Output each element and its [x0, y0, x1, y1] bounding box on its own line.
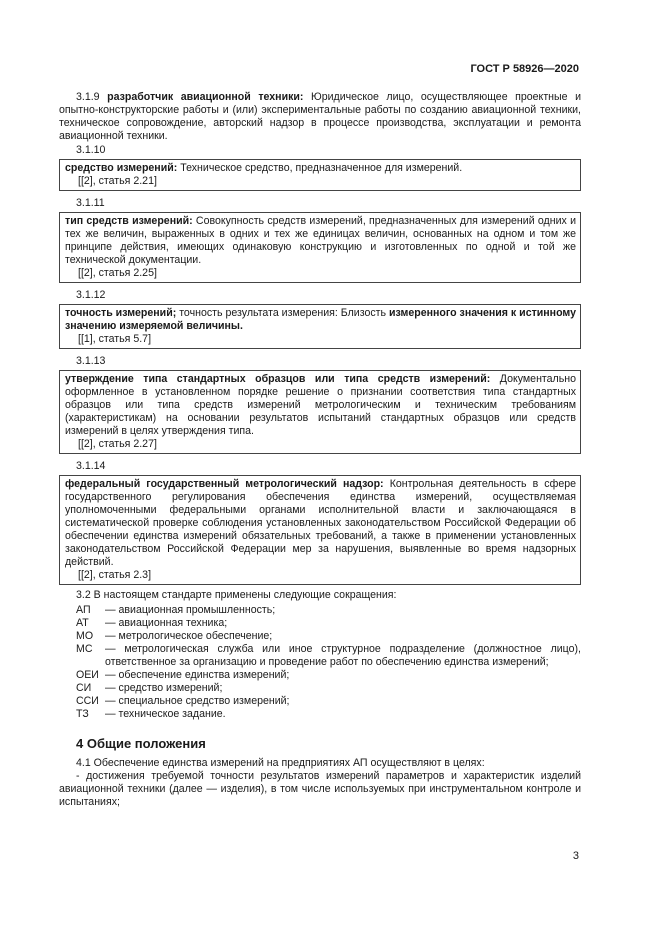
section-paragraph: 4.1 Обеспечение единства измерений на предприятиях АП осуществляют в целях: [76, 757, 485, 769]
abbreviation-value: — метрологическое обеспечение; [105, 630, 273, 642]
abbreviation-value: — авиационная промышленность; [105, 604, 276, 616]
term-3-1-9 [59, 91, 581, 143]
abbreviation-value: — метрологическая служба или иное структурное подразделение (должностное лицо), ответственное за организацию и проведение работ по обеспечению единства измерений; [105, 643, 581, 668]
term-reference: [[2], статья 2.3] [78, 569, 152, 581]
section-paragraph: - достижения требуемой точности результатов измерений параметров и характеристик изделий авиационной техники (далее — изделия), в том числе используемых при инструментальном контроле и испытаниях; [59, 770, 581, 808]
term-number: 3.1.9 [76, 91, 100, 103]
abbreviations-list [59, 604, 581, 721]
term-number: 3.1.10 [76, 144, 106, 156]
abbreviation-item [76, 682, 581, 695]
term-text: Контрольная деятельность в сфере государственного регулирования обеспечения единства измерений, осуществляемая уполномоченными федеральными органами исполнительной власти и заключающаяся в систематической проверке соблюдения установленных законодательством Российской Федерации об обеспечении единства измерений обязательных требований, а также в применении установленных законодательством Российской Федерации мер за нарушения, выявленные во время надзорных действий. [65, 478, 576, 568]
term-reference: [[1], статья 5.7] [78, 333, 152, 345]
term-text: точность результата измерения: Близость [176, 307, 389, 319]
abbreviation-key: ССИ [76, 695, 99, 707]
term-title: федеральный государственный метрологический надзор: [65, 478, 384, 490]
abbreviation-key: МС [76, 643, 93, 655]
abbreviation-key: ОЕИ [76, 669, 99, 681]
page-content [59, 91, 581, 809]
term-box-3-1-10 [59, 159, 581, 191]
term-text: Совокупность средств измерений, предназначенных для измерений одних и тех же величин, выраженных в одних и тех же единицах величин, основанных на одном и том же принципе действия, имеющих одинаковую конструкцию и изготовленных по одной и той же технической документации. [65, 215, 576, 266]
term-box-3-1-12 [59, 304, 581, 349]
term-title: тип средств измерений: [65, 215, 193, 227]
abbreviation-value: — специальное средство измерений; [105, 695, 290, 707]
abbreviation-item [76, 630, 581, 643]
term-title: утверждение типа стандартных образцов или типа средств измерений: [65, 373, 491, 385]
abbreviation-value: — техническое задание. [105, 708, 226, 720]
document-code: ГОСТ Р 58926—2020 [470, 63, 579, 75]
term-title: разработчик авиационной техники: [107, 91, 304, 103]
abbreviations-intro: 3.2 В настоящем стандарте применены следующие сокращения: [76, 589, 397, 601]
term-definition [65, 307, 576, 333]
term-text: Техническое средство, предназначенное для измерений. [180, 162, 463, 174]
abbreviation-key: ТЗ [76, 708, 89, 720]
abbreviation-item [76, 604, 581, 617]
term-title: средство измерений: [65, 162, 178, 174]
term-number: 3.1.13 [76, 355, 106, 367]
abbreviation-key: СИ [76, 682, 92, 694]
abbreviation-item [76, 708, 581, 721]
abbreviation-item [76, 617, 581, 630]
abbreviation-key: АП [76, 604, 91, 616]
term-reference: [[2], статья 2.21] [78, 175, 157, 187]
term-definition [65, 478, 576, 569]
term-definition: Юридическое лицо, осуществляющее проектные и опытно-конструкторские работы и (или) экспериментальные работы по созданию авиационной техники, техническое сопровождение, авторский надзор в процессе производства, эксплуатации и ремонта авиационной техники. [59, 91, 581, 142]
term-box-3-1-11 [59, 212, 581, 283]
abbreviation-item [76, 669, 581, 682]
abbreviation-value: — обеспечение единства измерений; [105, 669, 290, 681]
term-number: 3.1.12 [76, 289, 106, 301]
term-number: 3.1.14 [76, 460, 106, 472]
abbreviation-key: АТ [76, 617, 89, 629]
abbreviation-key: МО [76, 630, 94, 642]
abbreviation-value: — средство измерений; [105, 682, 223, 694]
section-heading: 4 Общие положения [76, 736, 206, 751]
abbreviation-value: — авиационная техника; [105, 617, 228, 629]
abbreviation-item [76, 643, 581, 669]
term-text: Документально оформленное в установленном порядке решение о признании соответствия типа стандартных образцов или типа средств измерений метрологическим и техническим требованиям (характеристикам) на основании результатов испытаний стандартных образцов или средств измерений в целях утверждения типа. [65, 373, 576, 437]
page-number: 3 [572, 850, 579, 862]
term-definition [65, 162, 576, 175]
term-reference: [[2], статья 2.27] [78, 438, 157, 450]
abbreviation-item [76, 695, 581, 708]
term-box-3-1-13 [59, 370, 581, 454]
term-definition [65, 215, 576, 267]
term-reference: [[2], статья 2.25] [78, 267, 157, 279]
term-box-3-1-14 [59, 475, 581, 585]
term-definition [65, 373, 576, 438]
term-number: 3.1.11 [76, 197, 105, 209]
term-text-bold: измеренного значения к истинному значению измеряемой величины. [65, 307, 577, 332]
term-title: точность измерений; [65, 307, 177, 319]
